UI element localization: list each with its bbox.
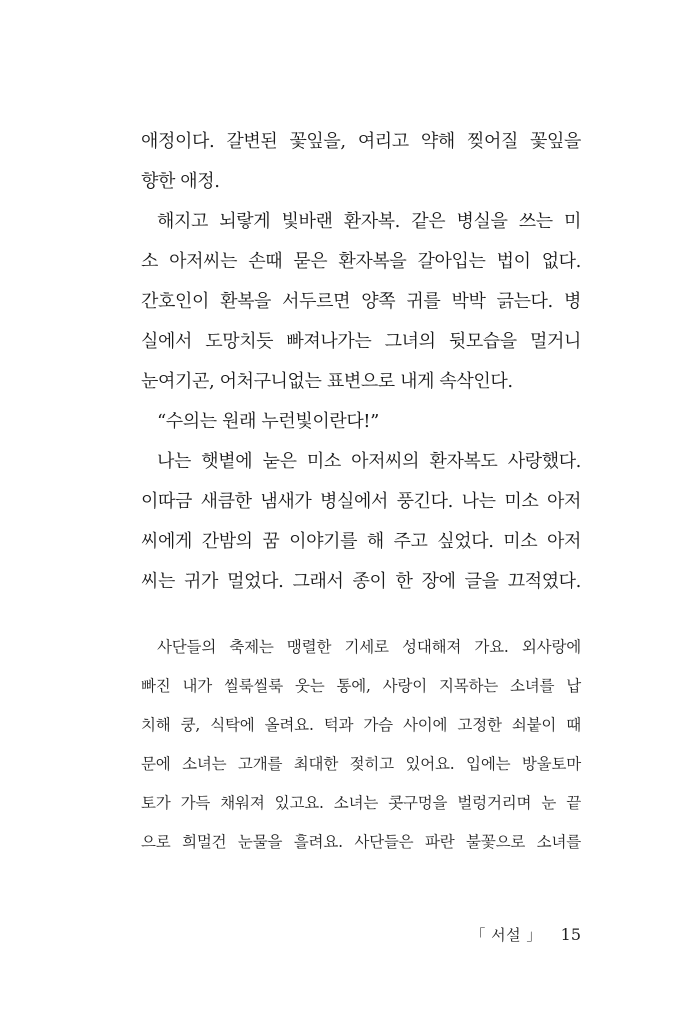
body-line: 소 아저씨는 손때 묻은 환자복을 갈아입는 법이 없다. (141, 251, 581, 272)
page-number: 15 (560, 925, 581, 944)
body-line: 간호인이 환복을 서두르면 양쪽 귀를 박박 긁는다. 병 (141, 291, 581, 312)
main-body-text (141, 122, 581, 602)
body-line: 애정이다. 갈변된 꽃잎을, 여리고 약해 찢어질 꽃잎을 (141, 131, 581, 152)
body-line: 씨에게 간밤의 꿈 이야기를 해 주고 싶었다. 미소 아저 (141, 531, 581, 552)
body-line: 실에서 도망치듯 빠져나가는 그녀의 뒷모습을 멀거니 (141, 331, 581, 352)
section-title: 「 서설 」 (470, 926, 542, 944)
body-line: 이따금 새큼한 냄새가 병실에서 풍긴다. 나는 미소 아저 (141, 491, 581, 512)
body-line: 나는 햇볕에 눋은 미소 아저씨의 환자복도 사랑했다. (157, 451, 581, 472)
embedded-story-text (141, 628, 581, 862)
story-line: 토가 가득 채워져 있고요. 소녀는 콧구멍을 벌렁거리며 눈 끝 (141, 794, 581, 812)
dialogue-line: “수의는 원래 누런빛이란다!” (157, 411, 379, 432)
body-line: 눈여기곤, 어처구니없는 표변으로 내게 속삭인다. (141, 371, 513, 392)
story-line: 치해 쿵, 식탁에 올려요. 턱과 가슴 사이에 고정한 쇠붙이 때 (141, 716, 581, 734)
body-line: 해지고 뇌랗게 빛바랜 환자복. 같은 병실을 쓰는 미 (157, 211, 581, 232)
page-footer (470, 924, 581, 945)
story-line: 문에 소녀는 고개를 최대한 젖히고 있어요. 입에는 방울토마 (141, 755, 581, 773)
story-line: 사단들의 축제는 맹렬한 기세로 성대해져 가요. 외사랑에 (157, 638, 581, 656)
story-line: 으로 희멀건 눈물을 흘려요. 사단들은 파란 불꽃으로 소녀를 (141, 833, 581, 851)
body-line: 씨는 귀가 멀었다. 그래서 종이 한 장에 글을 끄적였다. (141, 571, 581, 592)
body-line: 향한 애정. (141, 171, 220, 192)
story-line: 빠진 내가 씰룩씰룩 웃는 통에, 사랑이 지목하는 소녀를 납 (141, 677, 581, 695)
